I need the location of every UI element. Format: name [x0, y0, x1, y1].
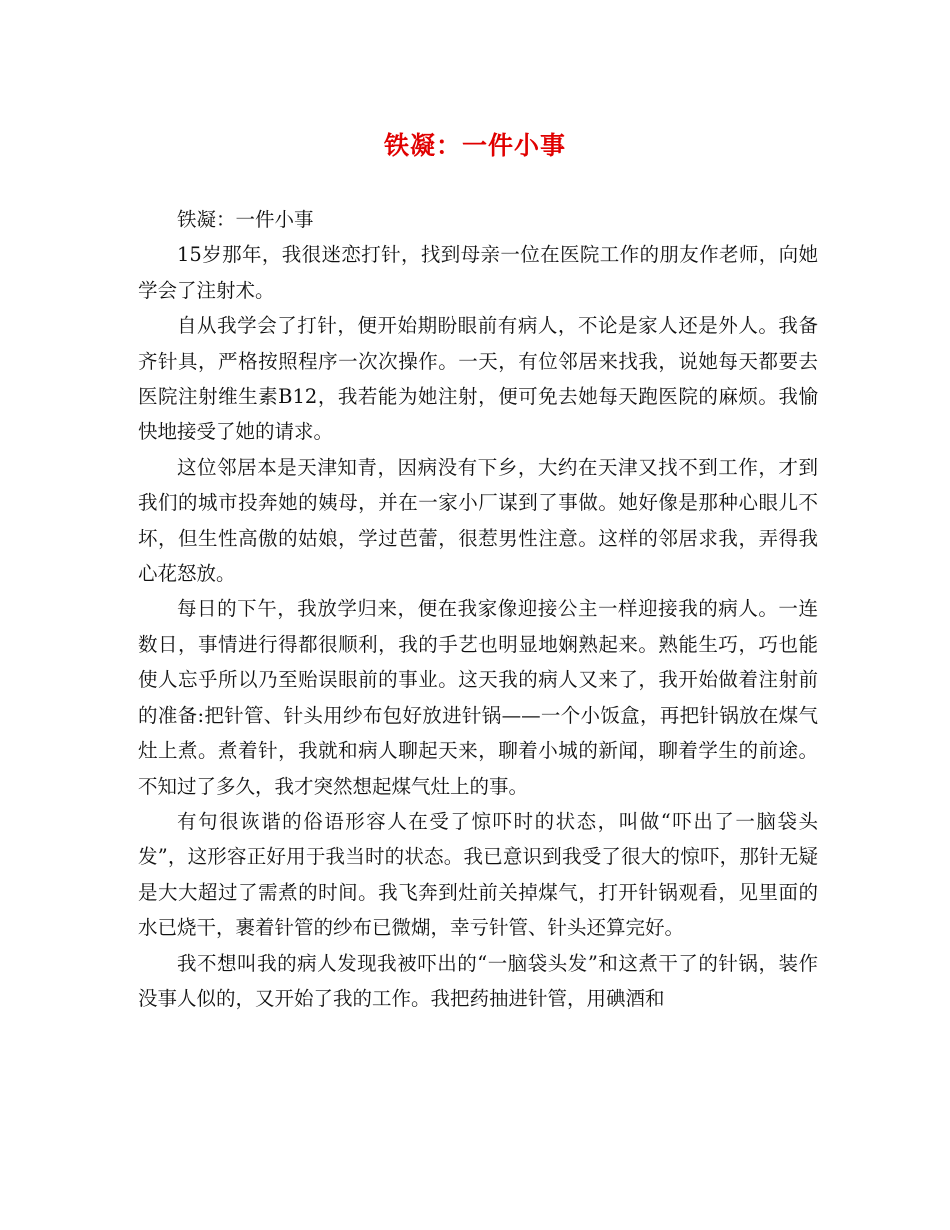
paragraph: 这位邻居本是天津知青，因病没有下乡，大约在天津又找不到工作，才到我们的城市投奔她的姨母，并在一家小厂谋到了事做。她好像是那种心眼儿不坏，但生性高傲的姑娘，学过芭蕾，很惹男性注意。这样的邻居求我，弄得我心花怒放。 [138, 455, 818, 586]
paragraph: 我不想叫我的病人发现我被吓出的“一脑袋头发”和这煮干了的针锅，装作没事人似的，又开始了我的工作。我把药抽进针管，用碘酒和 [138, 951, 818, 1010]
paragraph: 15岁那年，我很迷恋打针，找到母亲一位在医院工作的朋友作老师，向她学会了注射术。 [138, 243, 818, 302]
paragraph: 自从我学会了打针，便开始期盼眼前有病人，不论是家人还是外人。我备齐针具，严格按照程序一次次操作。一天，有位邻居来找我，说她每天都要去医院注射维生素B12，我若能为她注射，便可免去她每天跑医院的麻烦。我愉快地接受了她的请求。 [138, 314, 818, 444]
document-title: 铁凝：一件小事 [383, 131, 566, 160]
document-body [138, 202, 818, 1016]
paragraph: 铁凝：一件小事 [177, 208, 314, 231]
paragraph: 有句很诙谐的俗语形容人在受了惊吓时的状态，叫做“吓出了一脑袋头发”，这形容正好用于我当时的状态。我已意识到我受了很大的惊吓，那针无疑是大大超过了需煮的时间。我飞奔到灶前关掉煤气，打开针锅观看，见里面的水已烧干，裹着针管的纱布已微煳，幸亏针管、针头还算完好。 [138, 809, 818, 940]
paragraph: 每日的下午，我放学归来，便在我家像迎接公主一样迎接我的病人。一连数日，事情进行得都很顺利，我的手艺也明显地娴熟起来。熟能生巧，巧也能使人忘乎所以乃至贻误眼前的事业。这天我的病人又来了，我开始做着注射前的准备:把针管、针头用纱布包好放进针锅——一个小饭盒，再把针锅放在煤气灶上煮。煮着针，我就和病人聊起天来，聊着小城的新闻，聊着学生的前途。不知过了多久，我才突然想起煤气灶上的事。 [138, 597, 818, 798]
